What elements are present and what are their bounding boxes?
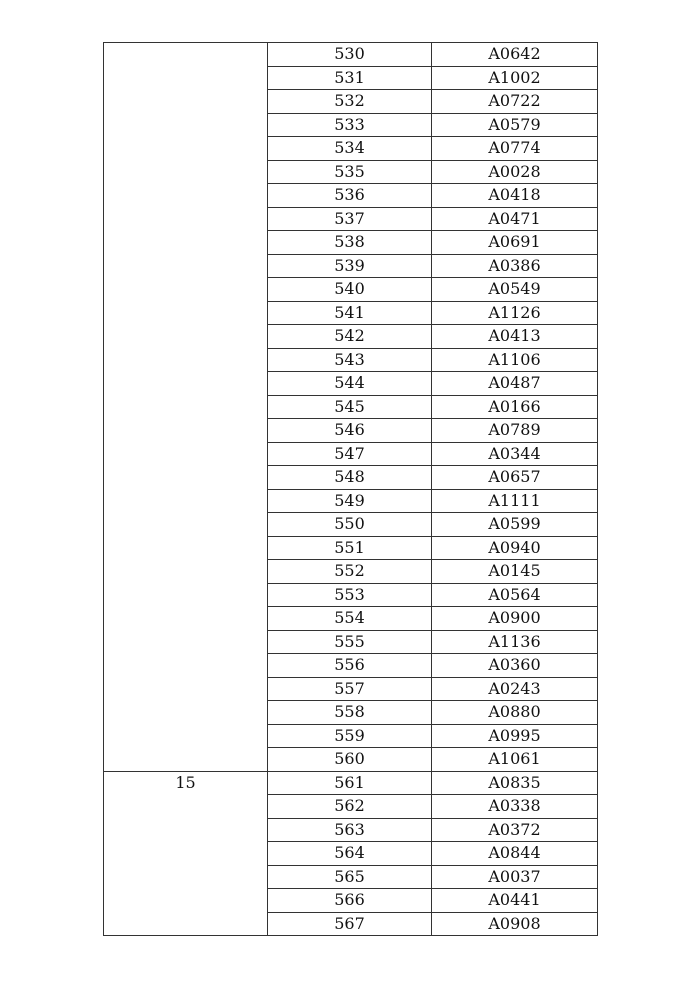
code-cell: A0564 xyxy=(432,583,598,607)
code-cell: A0386 xyxy=(432,254,598,278)
code-cell: A0471 xyxy=(432,207,598,231)
number-cell: 562 xyxy=(268,795,432,819)
number-cell: 558 xyxy=(268,701,432,725)
group-label-cell: 15 xyxy=(104,771,268,936)
code-cell: A1106 xyxy=(432,348,598,372)
code-cell: A0774 xyxy=(432,137,598,161)
code-cell: A1111 xyxy=(432,489,598,513)
code-cell: A1061 xyxy=(432,748,598,772)
number-cell: 546 xyxy=(268,419,432,443)
number-cell: 541 xyxy=(268,301,432,325)
code-cell: A0789 xyxy=(432,419,598,443)
table-row xyxy=(104,771,598,795)
number-cell: 556 xyxy=(268,654,432,678)
code-cell: A1126 xyxy=(432,301,598,325)
number-cell: 565 xyxy=(268,865,432,889)
table-row xyxy=(104,43,598,67)
number-cell: 535 xyxy=(268,160,432,184)
code-cell: A0487 xyxy=(432,372,598,396)
number-cell: 563 xyxy=(268,818,432,842)
number-cell: 555 xyxy=(268,630,432,654)
number-cell: 545 xyxy=(268,395,432,419)
code-cell: A0344 xyxy=(432,442,598,466)
code-cell: A0360 xyxy=(432,654,598,678)
number-cell: 560 xyxy=(268,748,432,772)
number-cell: 544 xyxy=(268,372,432,396)
number-cell: 533 xyxy=(268,113,432,137)
code-cell: A0372 xyxy=(432,818,598,842)
code-cell: A0642 xyxy=(432,43,598,67)
number-cell: 540 xyxy=(268,278,432,302)
number-cell: 554 xyxy=(268,607,432,631)
code-cell: A0908 xyxy=(432,912,598,936)
code-cell: A1136 xyxy=(432,630,598,654)
code-cell: A0599 xyxy=(432,513,598,537)
code-cell: A0995 xyxy=(432,724,598,748)
code-cell: A0037 xyxy=(432,865,598,889)
code-cell: A0028 xyxy=(432,160,598,184)
number-cell: 534 xyxy=(268,137,432,161)
assignment-table xyxy=(103,42,598,936)
number-cell: 542 xyxy=(268,325,432,349)
code-cell: A1002 xyxy=(432,66,598,90)
number-cell: 550 xyxy=(268,513,432,537)
code-cell: A0413 xyxy=(432,325,598,349)
code-cell: A0844 xyxy=(432,842,598,866)
number-cell: 551 xyxy=(268,536,432,560)
code-cell: A0441 xyxy=(432,889,598,913)
number-cell: 566 xyxy=(268,889,432,913)
number-cell: 567 xyxy=(268,912,432,936)
code-cell: A0900 xyxy=(432,607,598,631)
number-cell: 553 xyxy=(268,583,432,607)
code-cell: A0549 xyxy=(432,278,598,302)
code-cell: A0338 xyxy=(432,795,598,819)
code-cell: A0940 xyxy=(432,536,598,560)
code-cell: A0145 xyxy=(432,560,598,584)
number-cell: 536 xyxy=(268,184,432,208)
number-cell: 530 xyxy=(268,43,432,67)
number-cell: 548 xyxy=(268,466,432,490)
number-cell: 531 xyxy=(268,66,432,90)
code-cell: A0722 xyxy=(432,90,598,114)
number-cell: 538 xyxy=(268,231,432,255)
code-cell: A0657 xyxy=(432,466,598,490)
number-cell: 547 xyxy=(268,442,432,466)
number-cell: 549 xyxy=(268,489,432,513)
number-cell: 543 xyxy=(268,348,432,372)
code-cell: A0579 xyxy=(432,113,598,137)
code-cell: A0418 xyxy=(432,184,598,208)
number-cell: 557 xyxy=(268,677,432,701)
number-cell: 532 xyxy=(268,90,432,114)
group-label-cell xyxy=(104,43,268,772)
code-cell: A0691 xyxy=(432,231,598,255)
number-cell: 561 xyxy=(268,771,432,795)
number-cell: 564 xyxy=(268,842,432,866)
number-cell: 537 xyxy=(268,207,432,231)
code-cell: A0880 xyxy=(432,701,598,725)
number-cell: 559 xyxy=(268,724,432,748)
code-cell: A0166 xyxy=(432,395,598,419)
table-body xyxy=(104,43,598,936)
number-cell: 539 xyxy=(268,254,432,278)
code-cell: A0835 xyxy=(432,771,598,795)
number-cell: 552 xyxy=(268,560,432,584)
code-cell: A0243 xyxy=(432,677,598,701)
